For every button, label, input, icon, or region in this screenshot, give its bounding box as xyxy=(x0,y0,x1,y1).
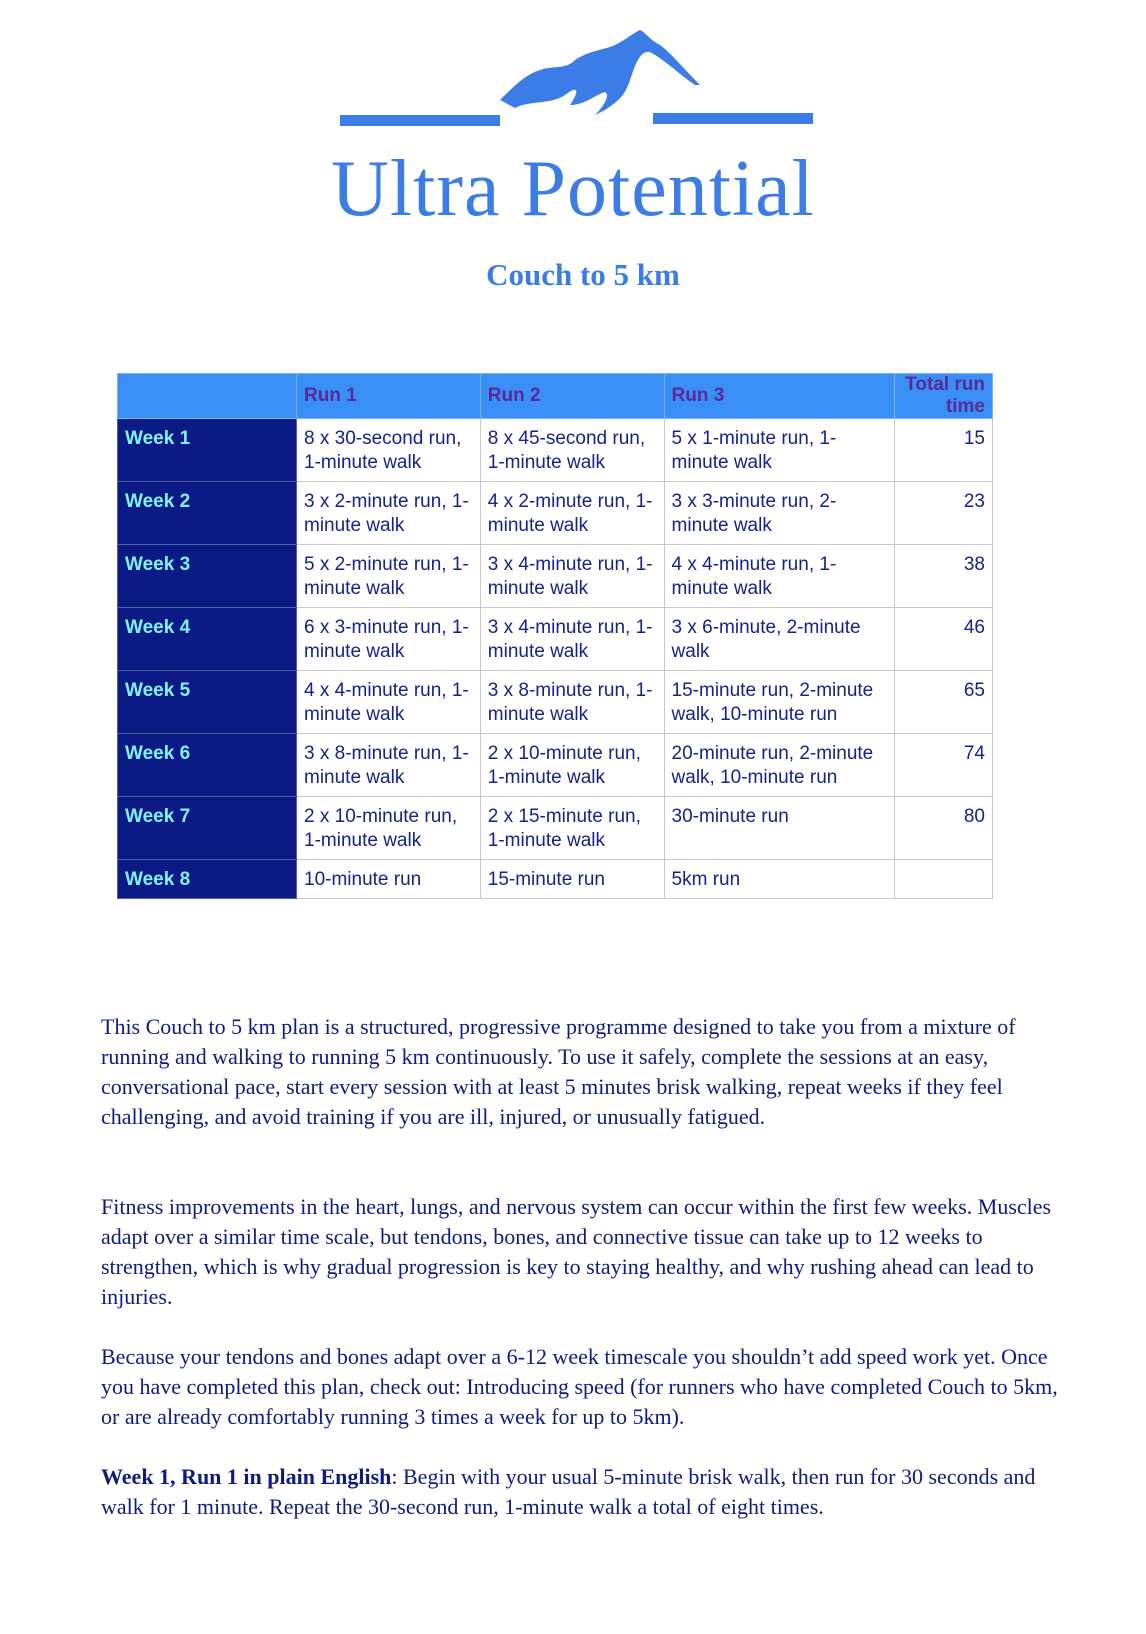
week-cell: Week 4 xyxy=(118,608,297,671)
run2-cell: 15-minute run xyxy=(480,860,664,899)
run3-cell: 15-minute run, 2-minute walk, 10-minute run xyxy=(664,671,894,734)
week-cell: Week 1 xyxy=(118,419,297,482)
header-blank xyxy=(118,374,297,419)
page-subtitle: Couch to 5 km xyxy=(486,257,680,292)
run1-cell: 3 x 8-minute run, 1-minute walk xyxy=(297,734,481,797)
week-cell: Week 6 xyxy=(118,734,297,797)
table-row xyxy=(118,797,993,860)
total-cell xyxy=(894,860,992,899)
total-cell: 74 xyxy=(894,734,992,797)
run2-cell: 2 x 10-minute run, 1-minute walk xyxy=(480,734,664,797)
paragraph-intro: This Couch to 5 km plan is a structured, progressive programme designed to take you from a mixture of running and walking to running 5 km continuously. To use it safely, complete the sessions at an easy, conversational pace, start every session with at least 5 minutes brisk walking, repeat weeks if they feel challenging, and avoid training if you are ill, injured, or unusually fatigued. xyxy=(101,1014,1016,1129)
header-run1: Run 1 xyxy=(297,374,481,419)
total-cell: 38 xyxy=(894,545,992,608)
week-cell: Week 2 xyxy=(118,482,297,545)
run3-cell: 5 x 1-minute run, 1-minute walk xyxy=(664,419,894,482)
table-row xyxy=(118,419,993,482)
total-cell: 23 xyxy=(894,482,992,545)
total-cell: 46 xyxy=(894,608,992,671)
run1-cell: 3 x 2-minute run, 1-minute walk xyxy=(297,482,481,545)
paragraph-speed: Because your tendons and bones adapt over a 6-12 week timescale you shouldn’t add speed work yet. Once you have completed this plan, check out: Introducing speed (for runners who have completed Couch to 5km, or are already comfortably running 3 times a week for up to 5km). xyxy=(101,1344,1058,1429)
table-row xyxy=(118,482,993,545)
table-row xyxy=(118,671,993,734)
run3-cell: 5km run xyxy=(664,860,894,899)
training-plan-table xyxy=(117,373,993,899)
total-cell: 15 xyxy=(894,419,992,482)
run1-cell: 2 x 10-minute run, 1-minute walk xyxy=(297,797,481,860)
run3-cell: 4 x 4-minute run, 1-minute walk xyxy=(664,545,894,608)
table-row xyxy=(118,860,993,899)
table-row xyxy=(118,608,993,671)
run3-cell: 30-minute run xyxy=(664,797,894,860)
run1-cell: 4 x 4-minute run, 1-minute walk xyxy=(297,671,481,734)
header-total: Total run time xyxy=(894,374,992,419)
run2-cell: 3 x 4-minute run, 1-minute walk xyxy=(480,608,664,671)
mountain-logo-icon xyxy=(340,30,825,140)
run2-cell: 2 x 15-minute run, 1-minute walk xyxy=(480,797,664,860)
total-cell: 80 xyxy=(894,797,992,860)
run3-cell: 20-minute run, 2-minute walk, 10-minute run xyxy=(664,734,894,797)
table-row xyxy=(118,545,993,608)
run2-cell: 3 x 4-minute run, 1-minute walk xyxy=(480,545,664,608)
run1-cell: 8 x 30-second run, 1-minute walk xyxy=(297,419,481,482)
week-cell: Week 5 xyxy=(118,671,297,734)
run1-cell: 5 x 2-minute run, 1-minute walk xyxy=(297,545,481,608)
week-cell: Week 7 xyxy=(118,797,297,860)
run1-cell: 6 x 3-minute run, 1-minute walk xyxy=(297,608,481,671)
brand-title: Ultra Potential xyxy=(331,145,815,233)
header-run3: Run 3 xyxy=(664,374,894,419)
week-cell: Week 8 xyxy=(118,860,297,899)
table-header-row xyxy=(118,374,993,419)
paragraph-plain-english xyxy=(101,1462,1061,1522)
run3-cell: 3 x 6-minute, 2-minute walk xyxy=(664,608,894,671)
run2-cell: 4 x 2-minute run, 1-minute walk xyxy=(480,482,664,545)
header-run2: Run 2 xyxy=(480,374,664,419)
paragraph-fitness: Fitness improvements in the heart, lungs, and nervous system can occur within the first few weeks. Muscles adapt over a similar time scale, but tendons, bones, and connective tissue can take up to 12 weeks to strengthen, which is why gradual progression is key to staying healthy, and why rushing ahead can lead to injuries. xyxy=(101,1194,1052,1309)
run2-cell: 3 x 8-minute run, 1-minute walk xyxy=(480,671,664,734)
run2-cell: 8 x 45-second run, 1-minute walk xyxy=(480,419,664,482)
plain-english-label: Week 1, Run 1 in plain English xyxy=(101,1464,392,1489)
plain-english-text: : Begin with your usual 5-minute brisk walk, then run for 30 seconds and walk for 1 minute. Repeat the 30-second run, 1-minute walk a total of eight times. xyxy=(101,1464,1036,1519)
table-row xyxy=(118,734,993,797)
run1-cell: 10-minute run xyxy=(297,860,481,899)
week-cell: Week 3 xyxy=(118,545,297,608)
total-cell: 65 xyxy=(894,671,992,734)
run3-cell: 3 x 3-minute run, 2-minute walk xyxy=(664,482,894,545)
